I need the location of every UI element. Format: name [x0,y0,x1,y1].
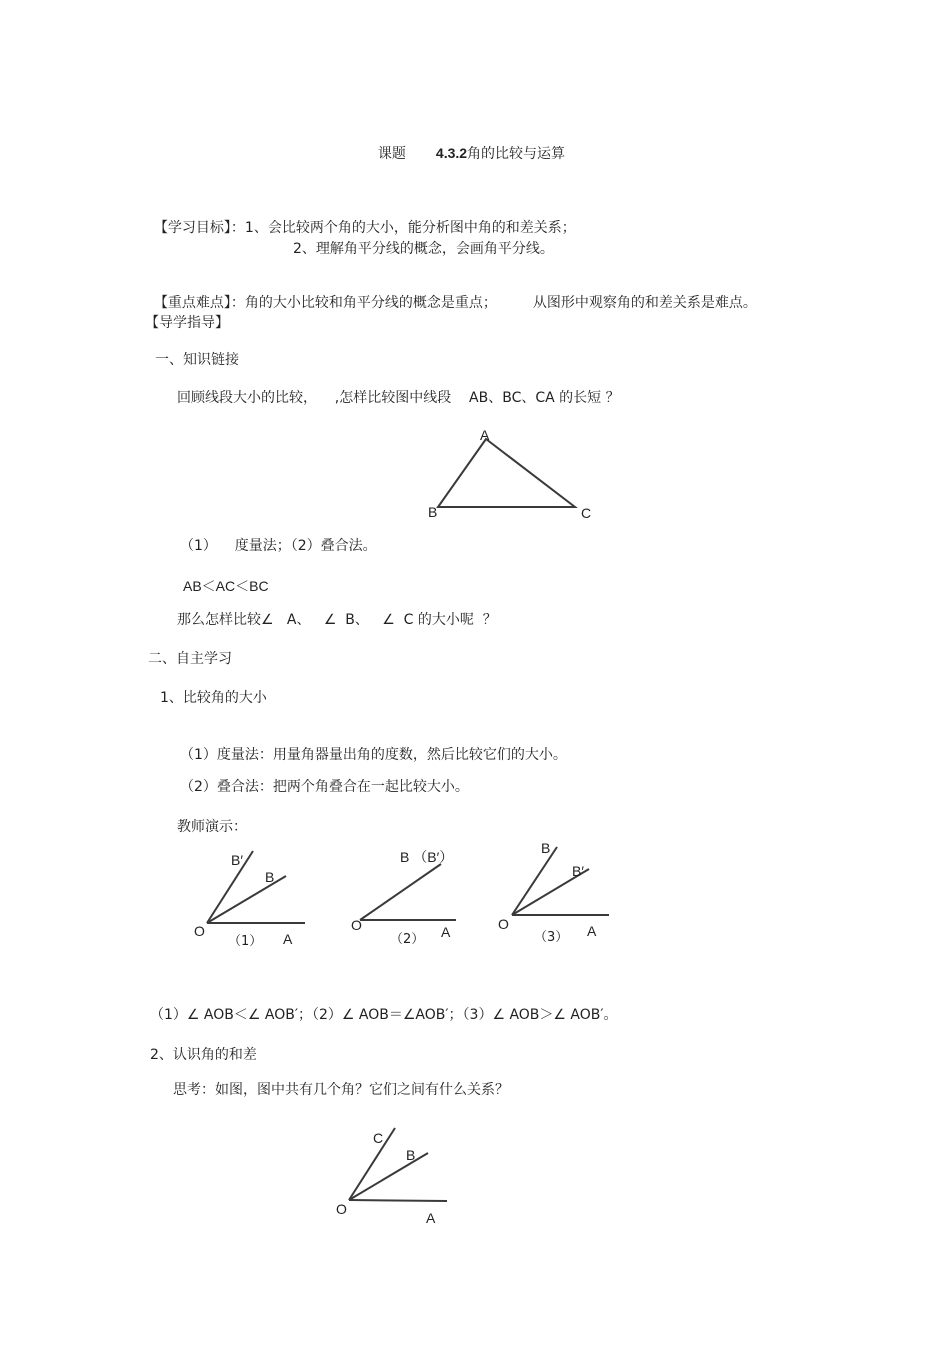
title-text: 角的比较与运算 [467,146,566,162]
section1-question2: 那么怎样比较∠ A、 ∠ B、 ∠ C 的大小呢 ？ [177,612,497,628]
section2-think: 思考：如图，图中共有几个角？它们之间有什么关系？ [173,1082,509,1098]
goals-item-2: 2、理解角平分线的概念，会画角平分线。 [293,241,554,257]
final-label-o: O [336,1201,347,1217]
key-points-difficulty: 从图形中观察角的和差关系是难点。 [532,295,757,311]
section2-method2: （2）叠合法：把两个角叠合在一起比较大小。 [180,779,469,795]
goals-sep: ： [230,220,245,236]
key-points-sep: ： [230,295,245,311]
fig2-label-b: B （B′） [400,849,454,865]
triangle-label-b: B [428,504,438,520]
section2-heading: 二、自主学习 [148,651,232,667]
final-label-a: A [426,1210,436,1226]
fig1-label-b: B [265,869,275,885]
title-prefix: 课题 [377,146,406,162]
fig2-caption: （2） [390,932,425,947]
section2-sub1: 1、比较角的大小 [160,690,267,706]
section2-comparison: （1）∠ AOB＜∠ AOB′；（2）∠ AOB＝∠AOB′；（3）∠ AOB＞∠ AOB′。 [150,1007,618,1023]
section1-methods: （1） 度量法；（2）叠合法。 [180,538,377,554]
fig3-label-b: B [541,840,551,856]
fig3-caption: （3） [534,930,569,945]
fig3-label-a: A [587,923,597,939]
fig2-label-o: O [351,917,362,933]
triangle-label-c: C [581,505,592,521]
fig2-label-a: A [441,924,451,940]
section1-result: AB＜AC＜BC [183,578,269,594]
fig1-caption: （1） [228,934,263,949]
section1-heading: 一、知识链接 [155,352,239,368]
final-label-b: B [406,1147,416,1163]
fig1-label-a: A [283,931,293,947]
goals-label: 【学习目标】 [153,220,231,236]
triangle-label-a: A [480,427,490,443]
section1-question: 回顾线段大小的比较， ,怎样比较图中线段 AB、BC、CA 的长短 ？ [177,390,620,406]
fig1-label-o: O [194,923,205,939]
section2-demo: 教师演示： [177,819,247,835]
title-number: 4.3.2 [435,145,468,161]
section2-sub2: 2、认识角的和差 [150,1047,257,1063]
key-points-key: 角的大小比较和角平分线的概念是重点； [244,295,497,311]
guide-label: 【导学指导】 [145,315,229,331]
fig1-label-b2: B′ [231,852,243,868]
goals-item-1: 1、会比较两个角的大小，能分析图中角的和差关系； [244,220,576,236]
final-label-c: C [373,1130,384,1146]
fig3-label-b2: B′ [572,863,584,879]
fig3-label-o: O [498,916,509,932]
section2-method1: （1）度量法：用量角器量出角的度数，然后比较它们的大小。 [180,747,567,763]
key-points-label: 【重点难点】 [153,295,231,311]
